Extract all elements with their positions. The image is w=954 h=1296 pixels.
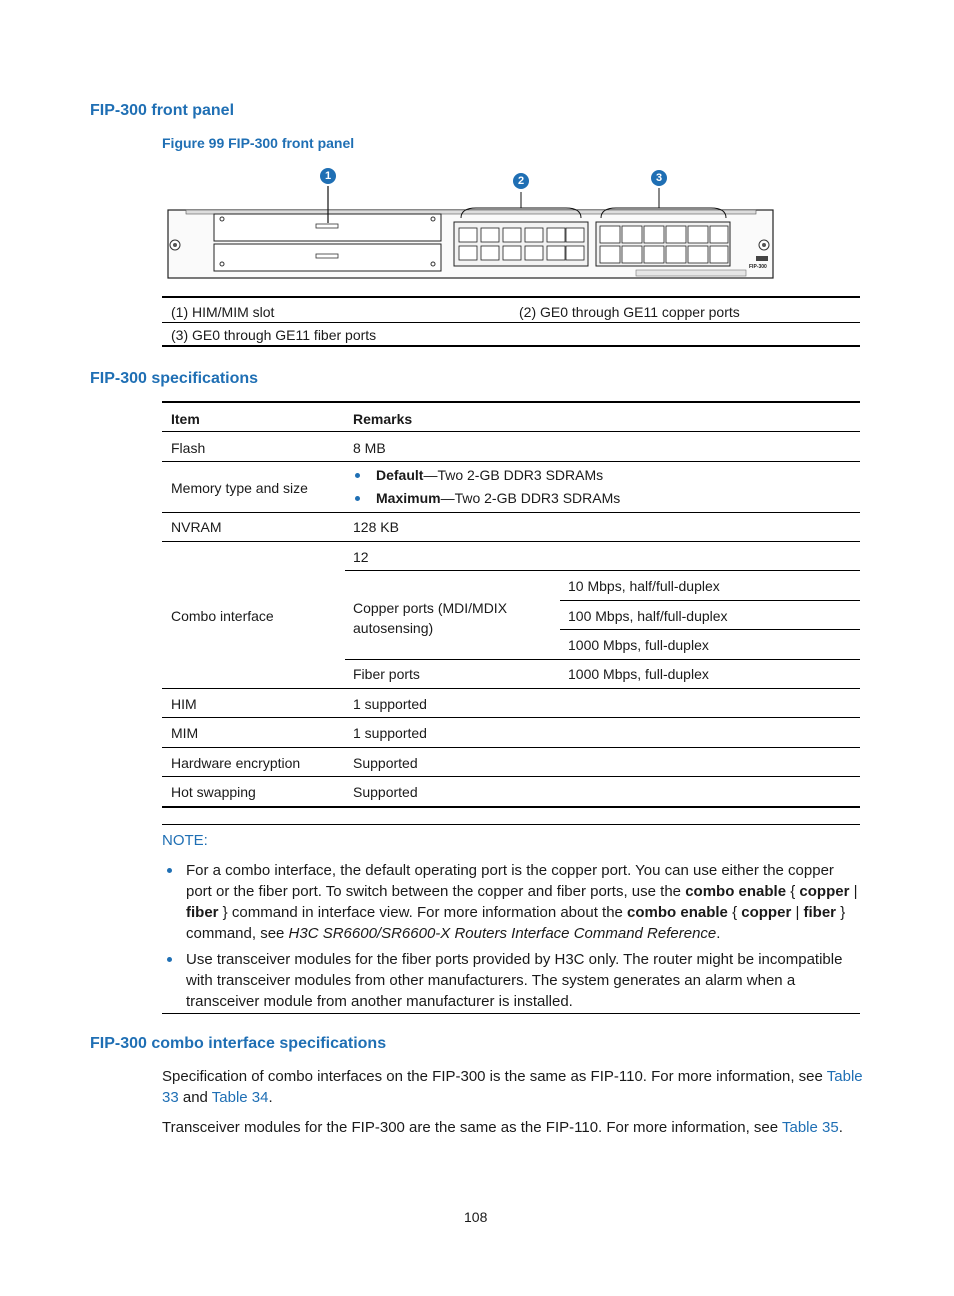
row-copper-speed-2: 100 Mbps, half/full-duplex — [568, 608, 728, 624]
section-heading-front-panel: FIP-300 front panel — [90, 102, 235, 119]
combo-paragraph-1 — [162, 1066, 866, 1108]
row-rule — [345, 570, 860, 571]
legend-item-1: (1) HIM/MIM slot — [171, 304, 275, 320]
section-heading-specifications: FIP-300 specifications — [90, 370, 259, 387]
memory-max-desc: —Two 2-GB DDR3 SDRAMs — [440, 490, 621, 506]
note-text-span: | — [791, 904, 804, 921]
col-header-item: Item — [171, 411, 200, 427]
row-hotswap-label: Hot swapping — [171, 784, 256, 800]
note-text-span: } command, see — [186, 904, 846, 942]
note-top-rule — [162, 824, 860, 825]
note-text-span: { — [786, 883, 800, 900]
row-memory-label: Memory type and size — [171, 480, 308, 496]
bullet-dot — [355, 496, 360, 501]
legend-top-rule — [162, 296, 860, 298]
note-text-span: } command in interface view. For more information about the — [218, 904, 628, 921]
combo-paragraph-2 — [162, 1117, 866, 1138]
row-combo-label: Combo interface — [171, 608, 274, 624]
note-bullet-1 — [186, 860, 862, 944]
callout-1: 1 — [320, 168, 336, 184]
para-text: . — [838, 1119, 843, 1136]
page-number: 108 — [464, 1209, 488, 1225]
header-rule — [162, 431, 860, 432]
para-text: Specification of combo interfaces on the FIP-300 is the same as FIP-110. For more information, see — [162, 1068, 827, 1085]
callout-3: 3 — [651, 170, 667, 186]
row-him-value: 1 supported — [353, 696, 427, 712]
row-memory-default — [376, 467, 603, 483]
row-flash-label: Flash — [171, 440, 206, 456]
col-header-remarks: Remarks — [353, 411, 413, 427]
row-rule — [162, 717, 860, 718]
row-mim-value: 1 supported — [353, 725, 427, 741]
table-bottom-rule — [162, 806, 860, 808]
row-fiber-speed: 1000 Mbps, full-duplex — [568, 666, 709, 682]
note-bullet-2: Use transceiver modules for the fiber ports provided by H3C only. The router might be incompatible with transceiver modules from other manufacturers. The system generates an alarm when a transceiver module from another manufacturer is installed. — [186, 951, 843, 1010]
command-keyword: combo enable — [685, 883, 787, 900]
row-rule — [345, 659, 860, 660]
command-keyword: copper — [799, 883, 850, 900]
note-label: NOTE: — [162, 832, 208, 849]
front-panel-figure — [166, 166, 776, 282]
reference-title: H3C SR6600/SR6600-X Routers Interface Command Reference — [288, 925, 717, 942]
row-rule — [560, 600, 860, 601]
link-table-34[interactable]: Table 34 — [211, 1089, 269, 1106]
memory-default-desc: —Two 2-GB DDR3 SDRAMs — [423, 467, 604, 483]
memory-default-term: Default — [376, 467, 424, 483]
legend-mid-rule — [162, 322, 860, 323]
bullet-dot — [167, 957, 172, 962]
row-rule — [162, 688, 860, 689]
command-keyword: fiber — [803, 904, 837, 921]
command-keyword: copper — [741, 904, 792, 921]
link-table-35[interactable]: Table 35 — [782, 1119, 839, 1136]
row-rule — [162, 747, 860, 748]
note-bottom-rule — [162, 1013, 860, 1014]
row-hotswap-value: Supported — [353, 784, 418, 800]
note-text-span: . — [716, 925, 721, 942]
row-rule — [162, 776, 860, 777]
link-table-33[interactable]: Table 33 — [162, 1068, 863, 1106]
row-rule — [162, 541, 860, 542]
row-rule — [162, 461, 860, 462]
panel-model-label: FIP-300 — [749, 264, 767, 270]
row-hwenc-label: Hardware encryption — [171, 755, 301, 771]
note-text-span: For a combo interface, the default operating port is the copper port. You can use either the copper port or the fiber port. To switch between the copper and fiber ports, use the — [186, 862, 834, 900]
row-copper-speed-3: 1000 Mbps, full-duplex — [568, 637, 709, 653]
row-hwenc-value: Supported — [353, 755, 418, 771]
row-memory-max — [376, 490, 620, 506]
row-him-label: HIM — [171, 696, 197, 712]
row-rule — [162, 512, 860, 513]
row-nvram-value: 128 KB — [353, 519, 399, 535]
note-text-span: { — [727, 904, 742, 921]
legend-item-3: (3) GE0 through GE11 fiber ports — [171, 327, 377, 343]
row-copper-speed-1: 10 Mbps, half/full-duplex — [568, 578, 720, 594]
row-mim-label: MIM — [171, 725, 199, 741]
para-text: and — [178, 1089, 212, 1106]
section-heading-combo: FIP-300 combo interface specifications — [90, 1035, 387, 1052]
command-keyword: combo enable — [627, 904, 728, 921]
row-nvram-label: NVRAM — [171, 519, 222, 535]
para-text: Transceiver modules for the FIP-300 are the same as the FIP-110. For more information, see — [162, 1119, 782, 1136]
callout-2: 2 — [513, 173, 529, 189]
front-panel-drawing — [166, 166, 776, 282]
bullet-dot — [355, 473, 360, 478]
para-text: . — [268, 1089, 273, 1106]
row-copper-label: Copper ports (MDI/MDIX autosensing) — [353, 600, 508, 636]
bullet-dot — [167, 868, 172, 873]
legend-bottom-rule — [162, 345, 860, 347]
legend-item-2: (2) GE0 through GE11 copper ports — [519, 304, 740, 320]
figure-caption: Figure 99 FIP-300 front panel — [162, 135, 355, 151]
command-keyword: fiber — [186, 904, 219, 921]
row-fiber-label: Fiber ports — [353, 666, 420, 682]
table-top-rule — [162, 401, 860, 403]
row-rule — [560, 629, 860, 630]
row-combo-count: 12 — [353, 549, 369, 565]
row-flash-value: 8 MB — [353, 440, 386, 456]
note-text-span: | — [849, 883, 858, 900]
memory-max-term: Maximum — [376, 490, 441, 506]
